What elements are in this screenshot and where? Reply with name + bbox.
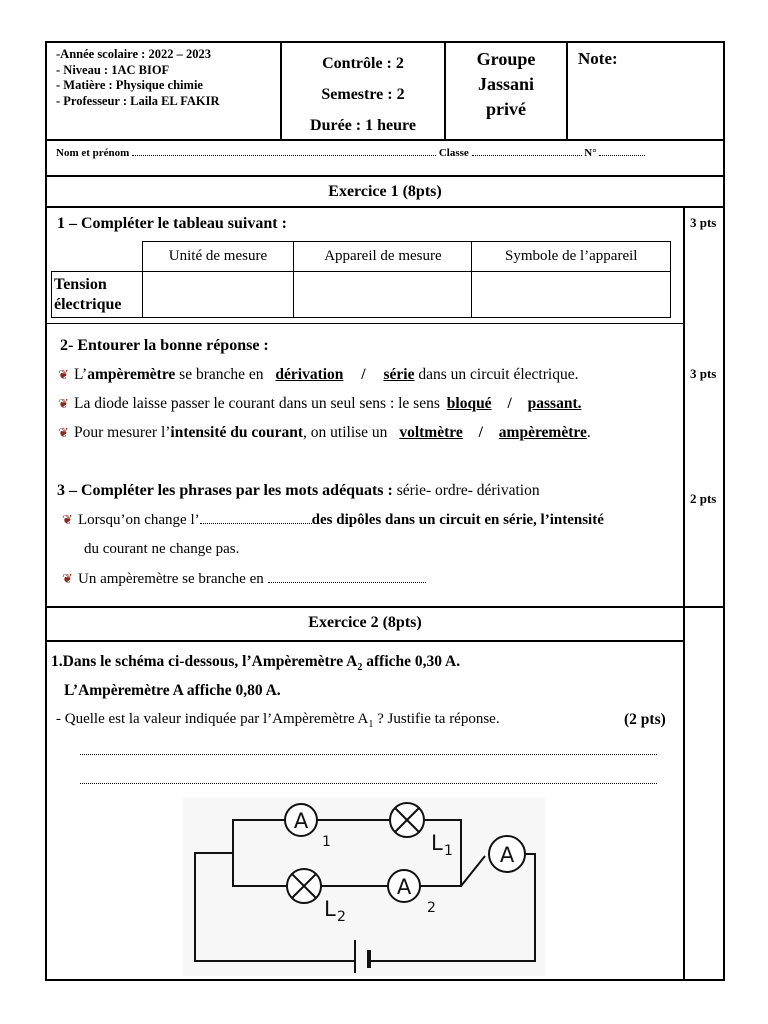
info-teacher: - Professeur : Laila EL FAKIR xyxy=(56,93,220,108)
q1-q2-separator xyxy=(47,323,683,324)
text: - Quelle est la valeur indiquée par l’Ampèremètre A xyxy=(56,711,369,727)
row-label: Tension xyxy=(54,275,107,293)
q3-sentence2 xyxy=(62,571,426,588)
text: 1.Dans le schéma ci-dessous, l’Ampèremètre A xyxy=(51,653,358,670)
answer-line-2[interactable] xyxy=(80,769,657,784)
option-bloque[interactable]: bloqué xyxy=(446,395,492,412)
q2-line1 xyxy=(58,366,578,384)
l2-index: 2 xyxy=(337,909,346,925)
duree: Durée : 1 heure xyxy=(310,117,416,134)
ex2-line1 xyxy=(51,653,460,673)
option-amperemetre[interactable]: ampèremètre xyxy=(498,424,587,441)
points-column-bottom xyxy=(683,606,725,981)
text: ampèremètre xyxy=(87,366,176,383)
note-label: Note: xyxy=(578,49,618,68)
groupe xyxy=(446,47,566,122)
text: dans un circuit électrique. xyxy=(418,366,579,383)
a2-symbol: A xyxy=(396,875,412,899)
semestre: Semestre : 2 xyxy=(321,86,405,103)
q3-points: 2 pts xyxy=(690,491,717,506)
ex2-question xyxy=(56,711,500,730)
row-tension xyxy=(52,272,143,318)
answer-cell-symbole[interactable] xyxy=(472,272,671,318)
q2-points: 3 pts xyxy=(690,366,717,381)
main-ammeter-symbol: A xyxy=(499,843,515,867)
identity-line xyxy=(56,147,645,159)
controle: Contrôle : 2 xyxy=(322,55,404,72)
text: se branche en xyxy=(175,366,268,383)
header-divider xyxy=(566,41,568,141)
a1-index: 1 xyxy=(322,834,331,850)
q1-points: 3 pts xyxy=(690,215,717,230)
row-label: électrique xyxy=(54,295,122,313)
info-level: - Niveau : 1AC BIOF xyxy=(56,62,170,77)
leaf-bullet-icon: ❦ xyxy=(62,512,73,527)
subscript: 2 xyxy=(357,662,363,674)
text: La diode laisse passer le courant dans un seul sens : le sens xyxy=(74,395,444,412)
l1-index: 1 xyxy=(444,843,453,859)
info-subject: - Matière : Physique chimie xyxy=(56,78,203,92)
numero-field[interactable] xyxy=(599,155,645,156)
a1-symbol: A xyxy=(293,809,309,833)
blank-ordre[interactable] xyxy=(200,523,312,524)
circuit-diagram xyxy=(183,798,545,976)
info-year: -Année scolaire : 2022 – 2023 xyxy=(56,47,211,61)
classe-field[interactable] xyxy=(472,155,582,156)
text: ? Justifie ta réponse. xyxy=(373,711,500,727)
groupe-line: Groupe xyxy=(476,49,536,69)
ex2-title: Exercice 2 (8pts) xyxy=(308,614,422,631)
leaf-bullet-icon: ❦ xyxy=(58,367,69,382)
option-passant[interactable]: passant. xyxy=(527,395,582,412)
q2-line2 xyxy=(58,395,581,413)
q3-words: série- ordre- dérivation xyxy=(392,482,540,499)
groupe-line: privé xyxy=(486,99,526,119)
q1-title: 1 – Compléter le tableau suivant : xyxy=(57,215,287,232)
answer-line-1[interactable] xyxy=(80,740,657,755)
l2-label: L xyxy=(324,897,336,921)
ex2-points: (2 pts) xyxy=(624,711,666,728)
empty-corner-cell xyxy=(52,242,143,272)
q3-sentence1 xyxy=(62,512,604,529)
q3-sentence1-cont: du courant ne change pas. xyxy=(84,541,240,557)
answer-cell-unite[interactable] xyxy=(142,272,294,318)
col-appareil: Appareil de mesure xyxy=(294,242,472,272)
exam-info xyxy=(282,48,444,141)
text: affiche 0,30 A. xyxy=(362,653,461,670)
text: L’ xyxy=(74,366,88,383)
text: Lorsqu’on change l’ xyxy=(78,512,200,528)
subscript: 1 xyxy=(368,719,374,730)
text: intensité du courant xyxy=(170,424,304,441)
l1-label: L xyxy=(431,831,443,855)
leaf-bullet-icon: ❦ xyxy=(62,571,73,586)
q2-title: 2- Entourer la bonne réponse : xyxy=(60,337,269,354)
q3-title-line xyxy=(57,482,540,500)
slash: / xyxy=(478,424,483,441)
slash: / xyxy=(507,395,512,412)
q2-line3 xyxy=(58,424,591,442)
a2-index: 2 xyxy=(427,900,436,916)
nom-field[interactable] xyxy=(132,155,436,156)
leaf-bullet-icon: ❦ xyxy=(58,425,69,440)
blank-derivation[interactable] xyxy=(268,582,426,583)
numero-label: N° xyxy=(584,147,597,159)
nom-label: Nom et prénom xyxy=(56,147,130,159)
option-derivation[interactable]: dérivation xyxy=(275,366,344,383)
school-info xyxy=(56,47,220,109)
option-voltmetre[interactable]: voltmètre xyxy=(399,424,463,441)
option-serie[interactable]: série xyxy=(383,366,415,383)
text: . xyxy=(586,424,591,441)
col-unite: Unité de mesure xyxy=(142,242,294,272)
classe-label: Classe xyxy=(438,147,469,159)
text: des dipôles dans un circuit en série, l’intensité xyxy=(311,512,604,528)
slash: / xyxy=(361,366,366,383)
col-symbole: Symbole de l’appareil xyxy=(472,242,671,272)
measure-table xyxy=(51,241,671,318)
ex2-line2: L’Ampèremètre A affiche 0,80 A. xyxy=(64,682,281,699)
ex1-title: Exercice 1 (8pts) xyxy=(328,183,442,200)
text: Un ampèremètre se branche en xyxy=(78,571,268,587)
text: Pour mesurer l’ xyxy=(74,424,171,441)
answer-cell-appareil[interactable] xyxy=(294,272,472,318)
groupe-line: Jassani xyxy=(477,74,535,94)
q3-title: 3 – Compléter les phrases par les mots adéquats : xyxy=(57,482,393,499)
text: , on utilise un xyxy=(303,424,392,441)
leaf-bullet-icon: ❦ xyxy=(58,396,69,411)
